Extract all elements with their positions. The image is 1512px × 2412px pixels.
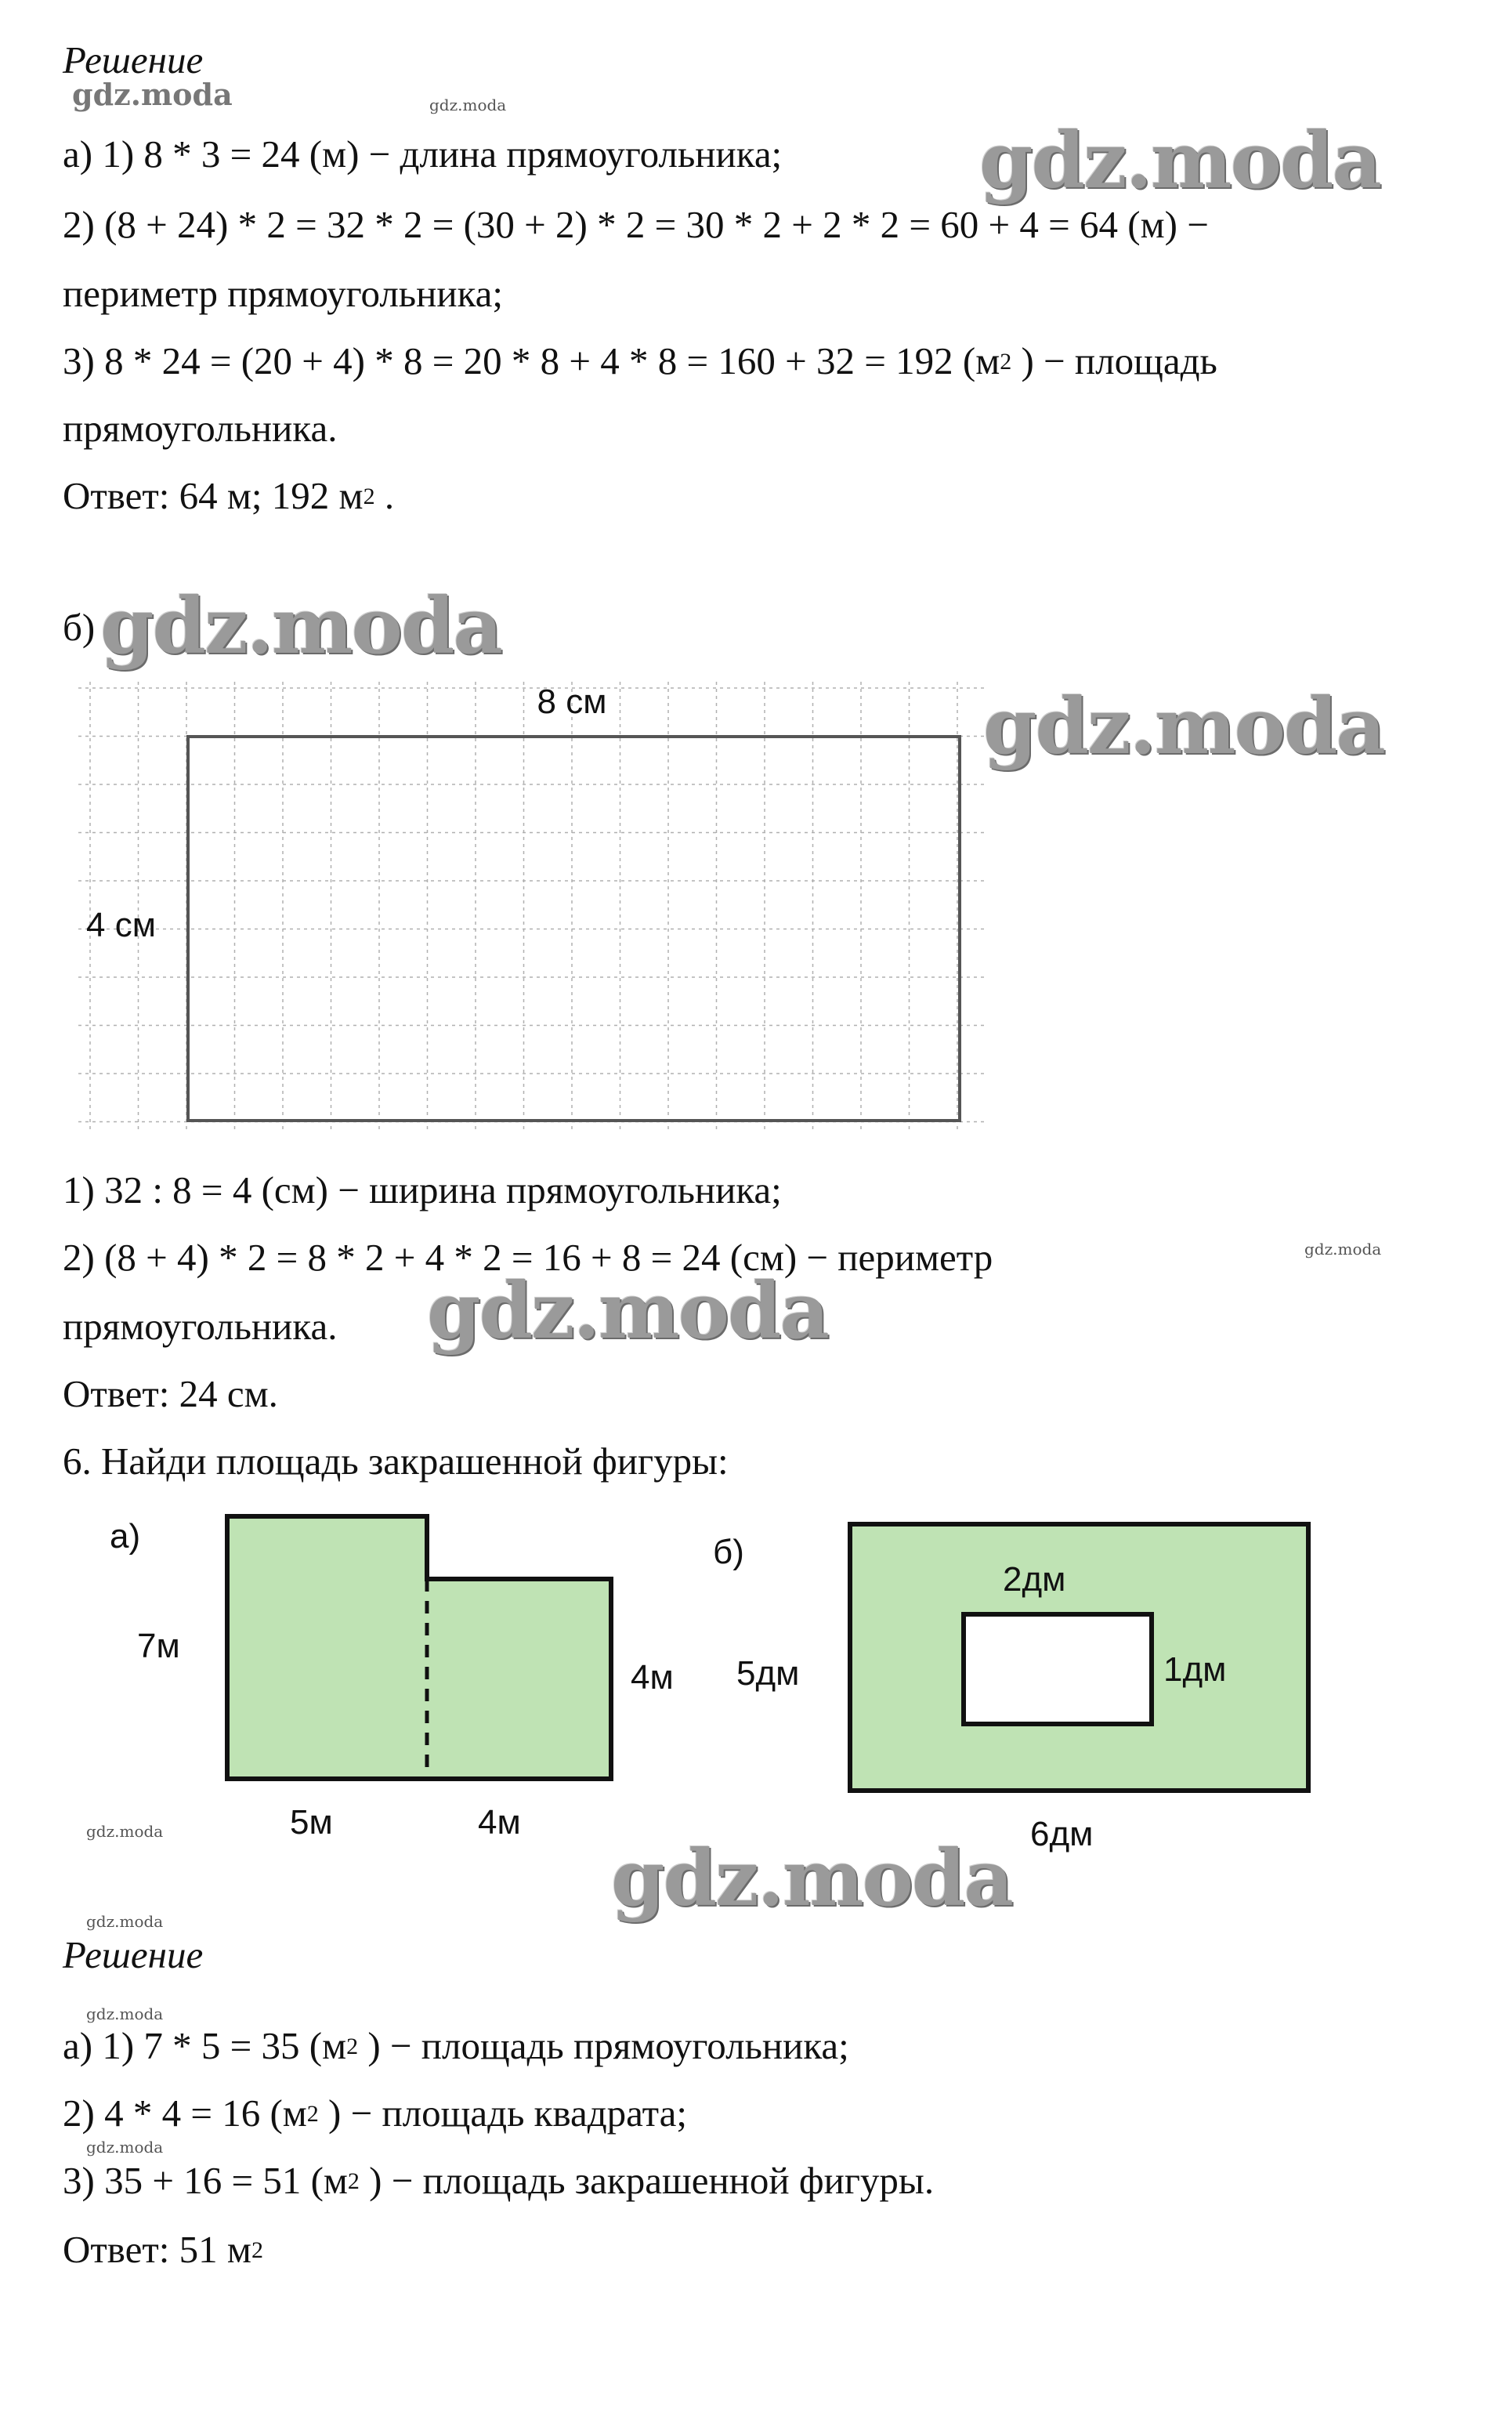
answer-line: Ответ: 24 см. bbox=[63, 1372, 278, 1415]
text-line bbox=[63, 339, 1217, 389]
text-segment: ) − площадь закрашенной фигуры. bbox=[359, 2159, 935, 2202]
text-line: 2) (8 + 4) * 2 = 8 * 2 + 4 * 2 = 16 + 8 = 24 (см) − периметр bbox=[63, 1236, 993, 1279]
figure-a-bottom-left-label: 5м bbox=[290, 1803, 333, 1842]
text-segment: . bbox=[374, 474, 395, 517]
text-segment: а) 1) 7 * 5 = 35 (м bbox=[63, 2024, 347, 2067]
text-line: прямоугольника. bbox=[63, 1305, 338, 1348]
text-segment: Ответ: 51 м bbox=[63, 2228, 251, 2271]
watermark-small: gdz.moda bbox=[86, 2138, 164, 2157]
text-line bbox=[63, 2091, 687, 2142]
watermark-small: gdz.moda bbox=[429, 96, 507, 114]
watermark-small: gdz.moda bbox=[86, 2005, 164, 2023]
text-segment: 3) 8 * 24 = (20 + 4) * 8 = 20 * 8 + 4 * 8 = 160 + 32 = 192 (м bbox=[63, 339, 1000, 382]
figure-a-shape bbox=[227, 1516, 611, 1779]
solution-heading: Решение bbox=[63, 38, 204, 81]
grid-lines bbox=[78, 682, 987, 1132]
figure-b-inner-right-label: 1дм bbox=[1163, 1650, 1227, 1689]
figure-a-label: а) bbox=[110, 1517, 141, 1555]
answer-line bbox=[63, 473, 394, 524]
text-line: 1) 32 : 8 = 4 (см) − ширина прямоугольника; bbox=[63, 1168, 782, 1211]
superscript: 2 bbox=[1000, 349, 1012, 375]
figure-b-left-label: 5дм bbox=[736, 1654, 800, 1693]
watermark-logo: gdz.moda bbox=[427, 1266, 828, 1356]
answer-line bbox=[63, 2227, 263, 2278]
watermark-logo: gdz.moda bbox=[979, 116, 1380, 206]
text-segment: 2) 4 * 4 = 16 (м bbox=[63, 2091, 307, 2135]
part-label: б) bbox=[63, 606, 96, 649]
figure-b-inner-top-label: 2дм bbox=[1003, 1560, 1066, 1599]
task6-figures bbox=[94, 1501, 1332, 1861]
figure-b-bottom-label: 6дм bbox=[1030, 1815, 1094, 1853]
text-segment: ) − площадь bbox=[1011, 339, 1217, 382]
text-line: прямоугольника. bbox=[63, 407, 338, 450]
watermark-logo: gdz.moda bbox=[100, 581, 501, 672]
superscript: 2 bbox=[363, 483, 375, 509]
text-line: 2) (8 + 24) * 2 = 32 * 2 = (30 + 2) * 2 = 30 * 2 + 2 * 2 = 60 + 4 = 64 (м) − bbox=[63, 203, 1209, 246]
side-dimension-label: 4 см bbox=[86, 906, 156, 944]
figure-a-bottom-right-label: 4м bbox=[478, 1803, 521, 1842]
superscript: 2 bbox=[306, 2101, 319, 2127]
text-segment: 3) 35 + 16 = 51 (м bbox=[63, 2159, 348, 2202]
watermark-logo: gdz.moda bbox=[983, 682, 1384, 772]
text-segment: ) − площадь квадрата; bbox=[318, 2091, 687, 2135]
figure-a-right-label: 4м bbox=[631, 1658, 674, 1697]
text-line bbox=[63, 2158, 934, 2209]
figure-b-inner-rect bbox=[964, 1614, 1152, 1724]
task-title: 6. Найди площадь закрашенной фигуры: bbox=[63, 1440, 729, 1483]
figure-b-label: б) bbox=[713, 1533, 744, 1571]
text-segment: Ответ: 64 м; 192 м bbox=[63, 474, 364, 517]
superscript: 2 bbox=[347, 2168, 360, 2194]
watermark-logo: gdz.moda bbox=[611, 1834, 1012, 1924]
text-segment: ) − площадь прямоугольника; bbox=[358, 2024, 849, 2067]
watermark-small: gdz.moda bbox=[1304, 1240, 1382, 1259]
text-line: периметр прямоугольника; bbox=[63, 272, 504, 315]
watermark-logo: gdz.moda bbox=[72, 77, 233, 112]
grid-rectangle-figure bbox=[71, 674, 995, 1136]
text-line bbox=[63, 2023, 849, 2074]
watermark-small: gdz.moda bbox=[86, 1822, 164, 1841]
superscript: 2 bbox=[251, 2237, 263, 2263]
top-dimension-label: 8 см bbox=[537, 683, 607, 721]
figure-a-left-label: 7м bbox=[137, 1627, 180, 1665]
watermark-small: gdz.moda bbox=[86, 1912, 164, 1931]
superscript: 2 bbox=[346, 2034, 359, 2059]
solution-heading: Решение bbox=[63, 1933, 204, 1976]
text-line: а) 1) 8 * 3 = 24 (м) − длина прямоугольника; bbox=[63, 132, 783, 176]
